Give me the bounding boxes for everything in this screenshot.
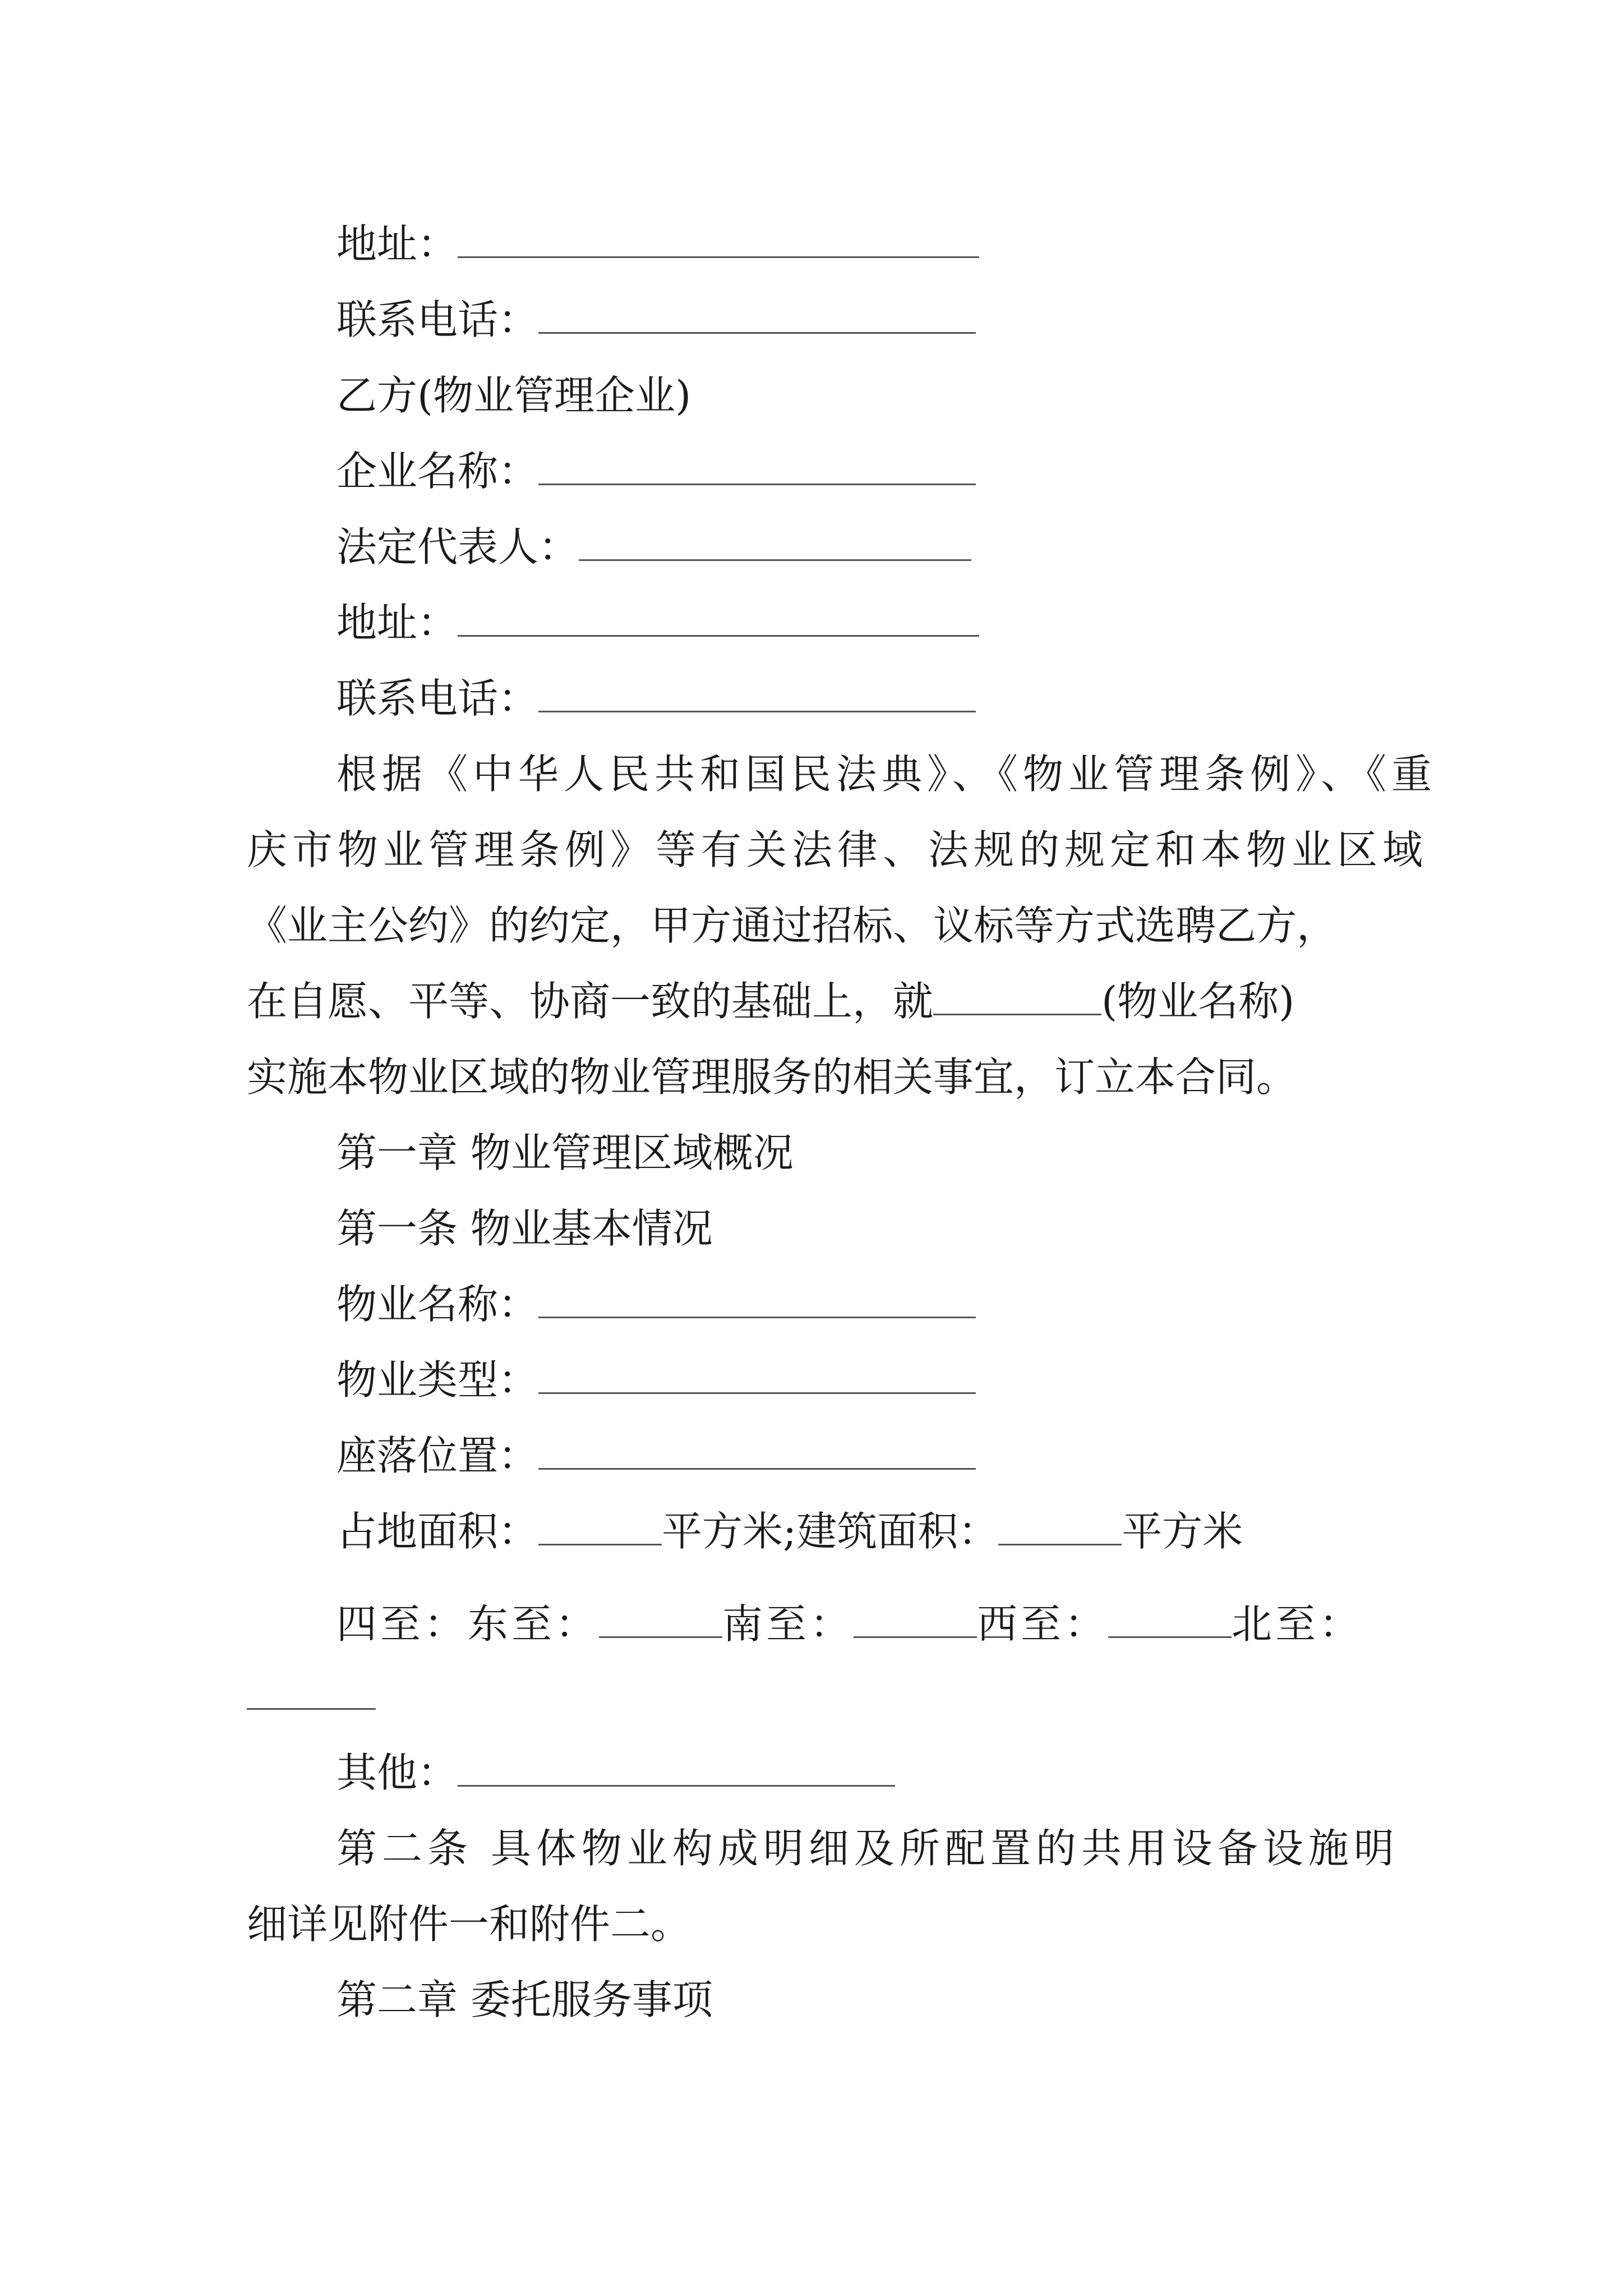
party-a-address-label: 地址： (336, 220, 458, 268)
preamble-line-4-suffix: (物业名称) (1101, 978, 1295, 1025)
party-b-address-row (336, 583, 979, 662)
location-label: 座落位置： (336, 1432, 539, 1479)
other-row (336, 1733, 895, 1812)
south-blank[interactable] (854, 1594, 977, 1638)
party-b-rep-label: 法定代表人： (336, 523, 579, 570)
property-name-field[interactable] (538, 1274, 976, 1318)
chapter-2-title: 第二章 委托服务事项 (336, 1976, 713, 2023)
party-b-address-label: 地址： (336, 599, 458, 646)
east-blank[interactable] (599, 1594, 722, 1638)
article-2-line-1: 第二条 具体物业构成明细及所配置的共用设备设施明 (336, 1825, 1399, 1872)
party-b-rep-row (336, 508, 971, 586)
other-label: 其他： (336, 1749, 458, 1796)
article-2-line-2: 细详见附件一和附件二。 (247, 1901, 691, 1948)
party-b-phone-blank[interactable] (538, 668, 976, 712)
party-b-phone-label: 联系电话： (336, 675, 539, 722)
west-label: 西至： (977, 1600, 1109, 1648)
preamble-line-4 (247, 962, 1294, 1041)
location-field[interactable] (538, 1425, 976, 1470)
property-name-blank[interactable] (933, 971, 1101, 1015)
preamble-line-3: 《业主公约》的约定，甲方通过招标、议标等方式选聘乙方， (247, 902, 1338, 949)
party-b-company-row (336, 432, 976, 510)
party-b-heading: 乙方(物业管理企业) (336, 372, 691, 419)
property-type-field[interactable] (538, 1350, 976, 1394)
land-area-blank[interactable] (538, 1501, 662, 1545)
preamble-line-5: 实施本物业区域的物业管理服务的相关事宜，订立本合同。 (247, 1053, 1297, 1101)
other-blank[interactable] (458, 1742, 895, 1787)
property-name-row (336, 1265, 976, 1343)
building-area-unit: 平方米 (1122, 1508, 1243, 1555)
article-1-title: 第一条 物业基本情况 (336, 1205, 713, 1252)
south-label: 南至： (722, 1600, 854, 1648)
party-a-phone-row (336, 280, 976, 359)
boundaries-row (336, 1585, 1363, 1663)
party-b-phone-row (336, 659, 976, 738)
property-type-label: 物业类型： (336, 1356, 539, 1404)
north-blank[interactable] (247, 1708, 376, 1710)
area-row (336, 1492, 1243, 1571)
party-a-phone-blank[interactable] (538, 289, 976, 334)
east-label: 四至：东至： (336, 1600, 600, 1648)
party-a-address-row (336, 205, 979, 283)
building-area-blank[interactable] (998, 1501, 1122, 1545)
party-b-rep-blank[interactable] (579, 517, 971, 561)
preamble-line-2: 庆市物业管理条例》等有关法律、法规的规定和本物业区域 (247, 826, 1428, 873)
party-b-company-label: 企业名称： (336, 448, 539, 495)
west-blank[interactable] (1108, 1594, 1232, 1638)
area-unit-text: 平方米;建筑面积： (662, 1508, 999, 1555)
party-b-address-blank[interactable] (458, 592, 979, 637)
chapter-1-title: 第一章 物业管理区域概况 (336, 1129, 794, 1176)
party-a-phone-label: 联系电话： (336, 296, 539, 343)
party-a-address-blank[interactable] (458, 214, 979, 258)
north-label: 北至： (1232, 1600, 1363, 1648)
party-b-company-blank[interactable] (538, 441, 976, 485)
preamble-line-1: 根据《中华人民共和国民法典》、《物业管理条例》、《重 (336, 751, 1437, 798)
location-row (336, 1416, 976, 1495)
property-type-row (336, 1341, 976, 1419)
area-label: 占地面积： (336, 1508, 539, 1555)
property-name-label: 物业名称： (336, 1281, 539, 1328)
preamble-line-4-text: 在自愿、平等、协商一致的基础上，就 (247, 978, 934, 1025)
